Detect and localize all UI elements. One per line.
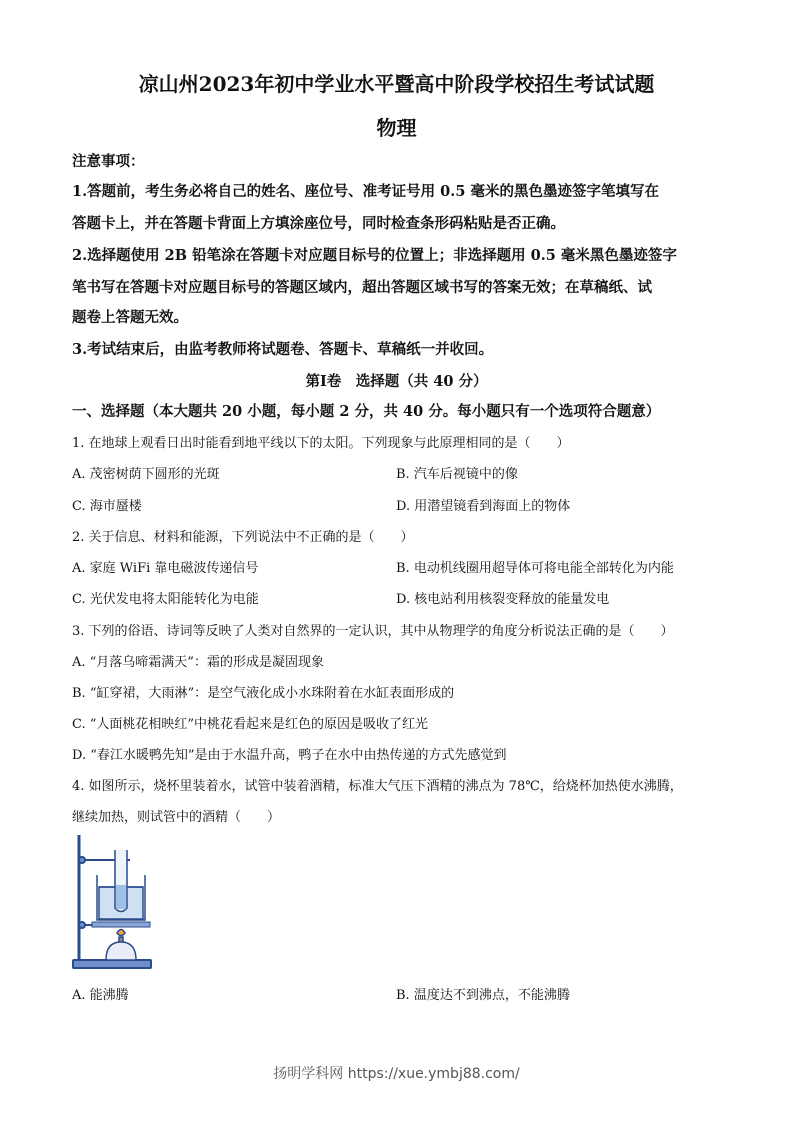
option-a: A. 茂密树荫下圆形的光斑 (72, 467, 220, 482)
option-a: A. 家庭 WiFi 靠电磁波传递信号 (72, 561, 259, 576)
option-b: B. 温度达不到沸点，不能沸腾 (396, 988, 570, 1003)
option-d: D. 用潜望镜看到海面上的物体 (396, 499, 571, 514)
notice-line: 题卷上答题无效。 (72, 309, 188, 326)
notice-line: 答题卡上，并在答题卡背面上方填涂座位号，同时检查条形码粘贴是否正确。 (72, 215, 565, 232)
question-stem: 2. 关于信息、材料和能源，下列说法中不正确的是（ ） (72, 530, 414, 545)
question-stem: 3. 下列的俗语、诗词等反映了人类对自然界的一定认识，其中从物理学的角度分析说法正确的是（ ） (72, 624, 674, 639)
footer-watermark: 扬明学科网 https://xue.ymbj88.com/ (273, 1066, 520, 1082)
question-stem-continued: 继续加热，则试管中的酒精（ ） (72, 810, 281, 825)
notice-line: 笔书写在答题卡对应题目标号的答题区域内，超出答题区域书写的答案无效；在草稿纸、试 (72, 279, 652, 296)
question-stem: 4. 如图所示，烧杯里装着水，试管中装着酒精，标准大气压下酒精的沸点为 78℃，给烧杯加热使水沸腾， (72, 779, 683, 794)
question-stem: 1. 在地球上观看日出时能看到地平线以下的太阳。下列现象与此原理相同的是（ ） (72, 436, 570, 451)
notice-heading: 注意事项： (72, 153, 145, 170)
option-c: C. 光伏发电将太阳能转化为电能 (72, 592, 259, 607)
option-a: A. 能沸腾 (72, 988, 129, 1003)
part-title: 一、选择题（本大题共 20 小题，每小题 2 分，共 40 分。每小题只有一个选项符合题意） (72, 403, 661, 420)
subject-title: 物理 (376, 116, 417, 140)
volume-title: 第Ⅰ卷 选择题（共 40 分） (305, 373, 488, 390)
notice-line: 3.考试结束后，由监考教师将试题卷、答题卡、草稿纸一并收回。 (72, 341, 494, 358)
option-d: D. 核电站利用核裂变释放的能量发电 (396, 592, 610, 607)
notice-line: 2.选择题使用 2B 铅笔涂在答题卡对应题目标号的位置上；非选择题用 0.5 毫米黑色墨迹签字 (72, 247, 677, 264)
alcohol-lamp (106, 930, 136, 961)
option-b: B. 电动机线圈用超导体可将电能全部转化为内能 (396, 561, 674, 576)
test-tube (115, 850, 127, 912)
option-a: A. “月落乌啼霜满天”：霜的形成是凝固现象 (72, 655, 324, 670)
option-b: B. “缸穿裙，大雨淋”：是空气液化成小水珠附着在水缸表面形成的 (72, 686, 455, 701)
asbestos-net (92, 922, 150, 927)
option-c: C. “人面桃花相映红”中桃花看起来是红色的原因是吸收了红光 (72, 717, 429, 732)
option-d: D. “春江水暖鸭先知”是由于水温升高，鸭子在水中由热传递的方式先感觉到 (72, 748, 507, 763)
page-title: 凉山州2023年初中学业水平暨高中阶段学校招生考试试题 (138, 72, 655, 96)
boiling-apparatus-figure (70, 830, 162, 975)
notice-line: 1.答题前，考生务必将自己的姓名、座位号、准考证号用 0.5 毫米的黑色墨迹签字笔填写在 (72, 183, 659, 200)
option-c: C. 海市蜃楼 (72, 499, 142, 514)
option-b: B. 汽车后视镜中的像 (396, 467, 518, 482)
